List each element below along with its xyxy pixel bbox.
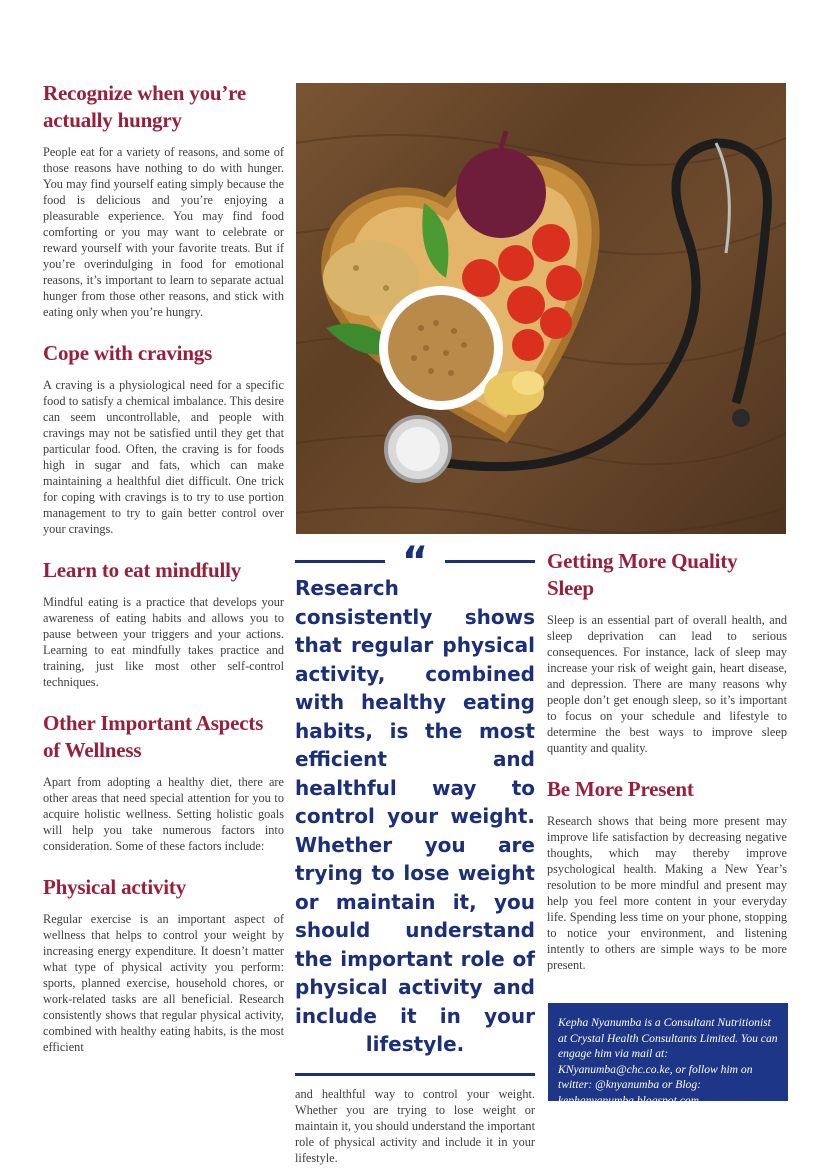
heading-cope-cravings: Cope with cravings bbox=[43, 341, 213, 365]
author-bio-text: Kepha Nyanumba is a Consultant Nutritionist at Crystal Health Consultants Limited. You can engage him via mail at: KNyanumba@chc.co.ke, or follow him on twitter: @knyanumba or Blog: kephanyanumba.blogspot.com. bbox=[558, 1016, 778, 1107]
heading-be-present: Be More Present bbox=[547, 777, 694, 801]
pull-quote: Research consistently shows that regular physical activity, combined with healthy eating habits, is the most efficient and healthful way to control your weight. Whether you are trying to lose weight or maintain it, you should understand the important role of physical activity and include it in your lifestyle. bbox=[295, 576, 535, 1056]
body-physical-activity-continued: and healthful way to control your weight. Whether you are trying to lose weight or maintain it, you should understand the important role of physical activity and include it in your lifestyle. bbox=[295, 1086, 535, 1165]
heading-recognize-hunger: Recognize when you’re actually hungry bbox=[43, 81, 247, 132]
heading-quality-sleep: Getting More Quality Sleep bbox=[547, 549, 738, 600]
body-cope-cravings: A craving is a physiological need for a specific food to satisfy a chemical imbalance. This desire can seem uncontrollable, and people with cravings may not be satisfied until they get that particular food. Often, the craving is for foods high in sugar and fats, which can make maintaining a healthful diet difficult. One trick for coping with cravings is to try to use portion management to try to gain better control over your cravings. bbox=[43, 378, 284, 536]
body-be-present: Research shows that being more present may improve life satisfaction by decreasing negative thoughts, which may thereby improve psychological health. Making a New Year’s resolution to be more mindful and present may help you feel more content in your everyday life. Spending less time on your phone, stopping to notice your environment, and listening intently to others are simple ways to be more present. bbox=[547, 814, 787, 972]
body-eat-mindfully: Mindful eating is a practice that develops your awareness of eating habits and allows you to pause between your triggers and your actions. Learning to eat mindfully takes practice and training, just like most other self-control techniques. bbox=[43, 595, 284, 689]
author-bio-box bbox=[548, 1003, 788, 1107]
body-recognize-hunger: People eat for a variety of reasons, and some of those reasons have nothing to do with hunger. You may find yourself eating simply because the food is delicious and you’re enjoying a pleasurable experience. You may find food comforting or you may want to celebrate or reward yourself with your favorite treats. But if you’re overindulging in food for emotional reasons, it’s important to learn to separate actual hunger from those other reasons, and stick with eating only when you’re hungry. bbox=[43, 145, 284, 319]
pull-quote-rule-bottom bbox=[295, 1073, 535, 1076]
body-physical-activity: Regular exercise is an important aspect of wellness that helps to control your weight by increasing energy expenditure. It doesn’t matter what type of physical activity you perform: sports, planned exercise, household chores, or work-related tasks are all beneficial. Research consistently shows that regular physical activity, combined with healthy eating habits, is the most efficient bbox=[43, 912, 284, 1054]
hero-illustration bbox=[296, 83, 786, 534]
heading-physical-activity: Physical activity bbox=[43, 875, 186, 899]
pull-quote-rule-right bbox=[445, 560, 535, 563]
right-column bbox=[547, 548, 787, 973]
left-column bbox=[43, 80, 284, 1055]
pull-quote-header bbox=[295, 539, 535, 585]
body-other-aspects: Apart from adopting a healthy diet, there are other areas that need special attention for you to acquire holistic wellness. Setting holistic goals will help you take numerous factors into consideration. Some of these factors include: bbox=[43, 775, 284, 853]
middle-column bbox=[295, 539, 535, 1166]
heading-eat-mindfully: Learn to eat mindfully bbox=[43, 558, 242, 582]
quote-mark-icon: “ bbox=[401, 539, 429, 585]
body-quality-sleep: Sleep is an essential part of overall health, and sleep deprivation can lead to serious consequences. For instance, lack of sleep may increase your risk of weight gain, heart disease, and depression. There are many reasons why people don’t get enough sleep, so it’s important to focus on your schedule and lifestyle to determine the best ways to improve sleep quantity and quality. bbox=[547, 613, 787, 755]
heading-other-aspects: Other Important Aspects of Wellness bbox=[43, 711, 264, 762]
hero-food-stethoscope-image bbox=[296, 83, 786, 534]
